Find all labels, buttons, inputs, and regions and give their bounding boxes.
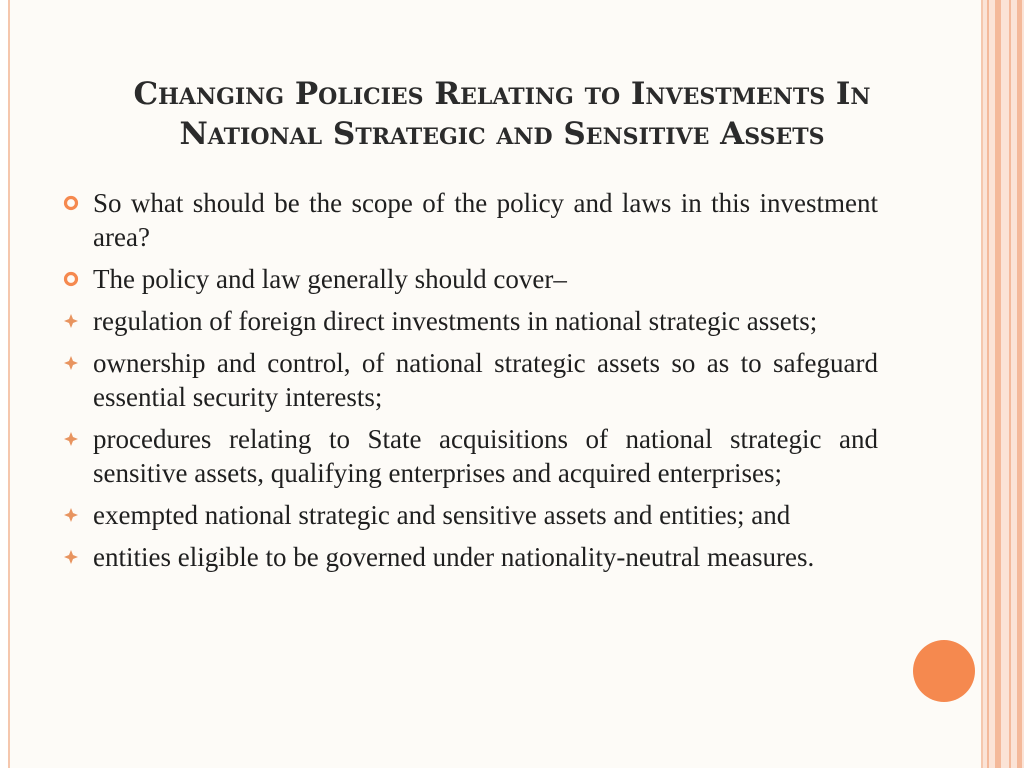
ring-bullet-icon bbox=[62, 194, 80, 212]
list-item bbox=[60, 540, 878, 574]
stripe bbox=[995, 0, 1001, 768]
stripe bbox=[987, 0, 989, 768]
list-item-text: procedures relating to State acquisitions of national strategic and sensitive assets, qualifying enterprises and acquired enterprises; bbox=[93, 424, 878, 488]
stripe bbox=[1009, 0, 1011, 768]
list-item bbox=[60, 498, 878, 532]
list-item bbox=[60, 186, 878, 254]
list-item bbox=[60, 262, 878, 296]
list-item-text: So what should be the scope of the policy and laws in this investment area? bbox=[93, 188, 878, 252]
list-item-text: ownership and control, of national strategic assets so as to safeguard essential security interests; bbox=[93, 348, 878, 412]
decorative-accent-circle bbox=[913, 640, 975, 702]
diamond-bullet-icon bbox=[62, 430, 80, 448]
ring-bullet-icon bbox=[62, 270, 80, 288]
list-item bbox=[60, 346, 878, 414]
list-item-text: regulation of foreign direct investments in national strategic assets; bbox=[93, 306, 818, 336]
decorative-stripes bbox=[983, 0, 1024, 768]
title-line-1: Changing Policies Relating to Investments In bbox=[133, 76, 871, 112]
diamond-bullet-icon bbox=[62, 354, 80, 372]
list-item-text: The policy and law generally should cover– bbox=[93, 264, 567, 294]
slide-title bbox=[40, 74, 964, 154]
list-item bbox=[60, 304, 878, 338]
list-item bbox=[60, 422, 878, 490]
stripe bbox=[1017, 0, 1022, 768]
list-item-text: entities eligible to be governed under nationality-neutral measures. bbox=[93, 542, 815, 572]
list-item-text: exempted national strategic and sensitive assets and entities; and bbox=[93, 500, 791, 530]
bullet-list bbox=[60, 186, 878, 582]
diamond-bullet-icon bbox=[62, 312, 80, 330]
diamond-bullet-icon bbox=[62, 506, 80, 524]
title-line-2: National Strategic and Sensitive Assets bbox=[179, 116, 825, 152]
diamond-bullet-icon bbox=[62, 548, 80, 566]
